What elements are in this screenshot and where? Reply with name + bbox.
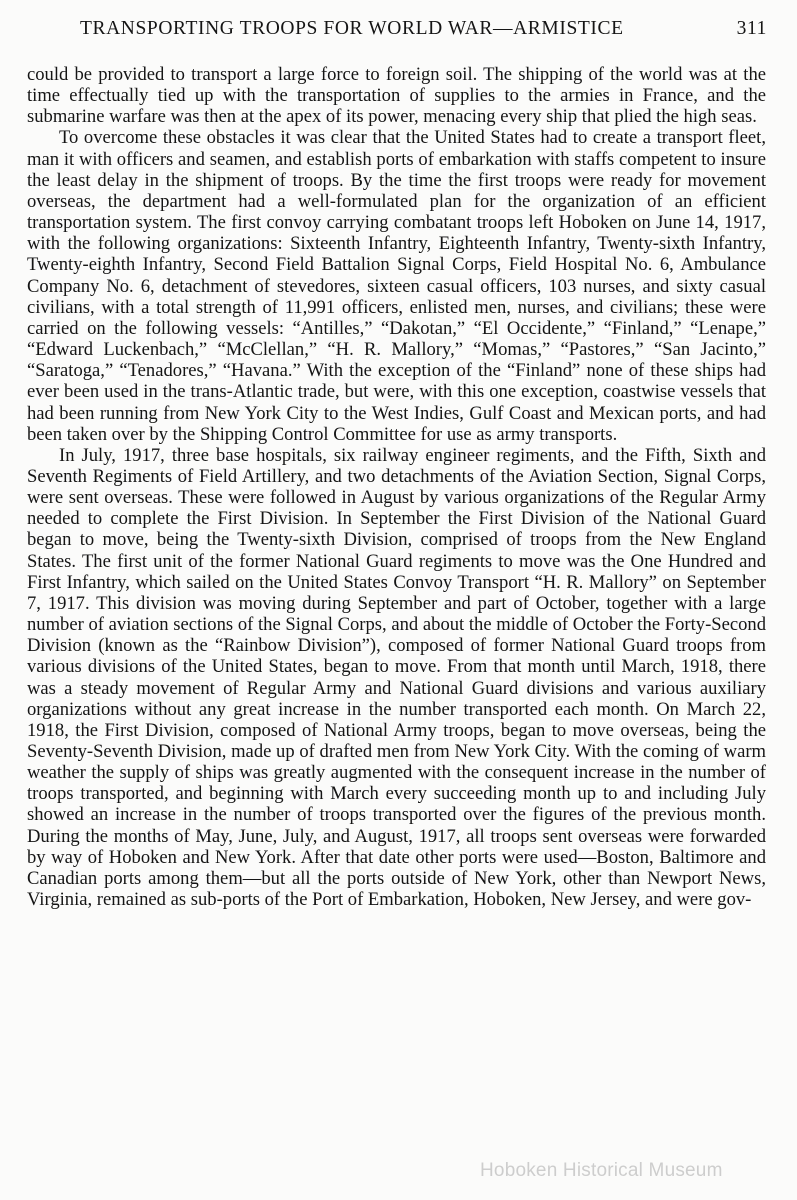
running-title: TRANSPORTING TROOPS FOR WORLD WAR—ARMISTICE [80,18,624,39]
running-head [80,18,767,46]
museum-watermark: Hoboken Historical Museum [480,1160,723,1181]
paragraph-july-1917: In July, 1917, three base hospitals, six railway engineer regiments, and the Fifth, Sixth and Seventh Regiments of Field Artillery, and two detachments of the Aviation Section, Signal Corps, were sent overseas. These were followed in August by various organizations of the Regular Army needed to complete the First Division. In September the First Division of the National Guard began to move, being the Twenty-sixth Division, comprised of troops from the New England States. The first unit of the former National Guard regiments to move was the One Hundred and First Infantry, which sailed on the United States Convoy Transport “H. R. Mallory” on September 7, 1917. This division was moving during September and part of October, together with a large number of aviation sections of the Signal Corps, and about the middle of October the Forty-Second Division (known as the “Rainbow Division”), composed of former National Guard troops from various divisions of the United States, began to move. From that month until March, 1918, there was a steady movement of Regular Army and National Guard divisions and various auxiliary organizations without any great increase in the number transported each month. On March 22, 1918, the First Division, composed of National Army troops, began to move overseas, being the Seventy-Seventh Division, made up of drafted men from New York City. With the coming of warm weather the supply of ships was greatly augmented with the consequent increase in the number of troops transported, and beginning with March every succeeding month up to and including July showed an increase in the number of troops transported over the figures of the previous month. During the months of May, June, July, and August, 1917, all troops sent overseas were forwarded by way of Hoboken and New York. After that date other ports were used—Boston, Baltimore and Canadian ports among them—but all the ports outside of New York, other than Newport News, Virginia, remained as sub-ports of the Port of Embarkation, Hoboken, New Jersey, and were gov- [27,444,766,911]
paragraph-continued: could be provided to transport a large force to foreign soil. The shipping of the world was at the time effectually tied up with the transportation of supplies to the armies in France, and the submarine warfare was then at the apex of its power, menacing every ship that plied the high seas. [27,64,766,128]
page-number: 311 [736,18,767,39]
paragraph-transport-fleet: To overcome these obstacles it was clear that the United States had to create a transport fleet, man it with officers and seamen, and establish ports of embarkation with staffs competent to insure the least delay in the shipment of troops. By the time the first troops were ready for movement overseas, the department had a well-formulated plan for the organization of an efficient transportation system. The first convoy carrying combatant troops left Hoboken on June 14, 1917, with the following organizations: Sixteenth Infantry, Eighteenth Infantry, Twenty-sixth Infantry, Twenty-eighth Infantry, Second Field Battalion Signal Corps, Field Hospital No. 6, Ambulance Company No. 6, detachment of stevedores, sixteen casual officers, 103 nurses, and sixty casual civilians, with a total strength of 11,991 officers, enlisted men, nurses, and civilians; these were carried on the following vessels: “Antilles,” “Dakotan,” “El Occidente,” “Finland,” “Lenape,” “Edward Luckenbach,” “McClellan,” “H. R. Mallory,” “Momas,” “Pastores,” “San Jacinto,” “Saratoga,” “Tenadores,” “Havana.” With the exception of the “Finland” none of these ships had ever been used in the trans-Atlantic trade, but were, with this one exception, coastwise vessels that had been running from New York City to the West Indies, Gulf Coast and Mexican ports, and had been taken over by the Shipping Control Committee for use as army transports. [27,127,766,445]
body-text [27,64,766,910]
